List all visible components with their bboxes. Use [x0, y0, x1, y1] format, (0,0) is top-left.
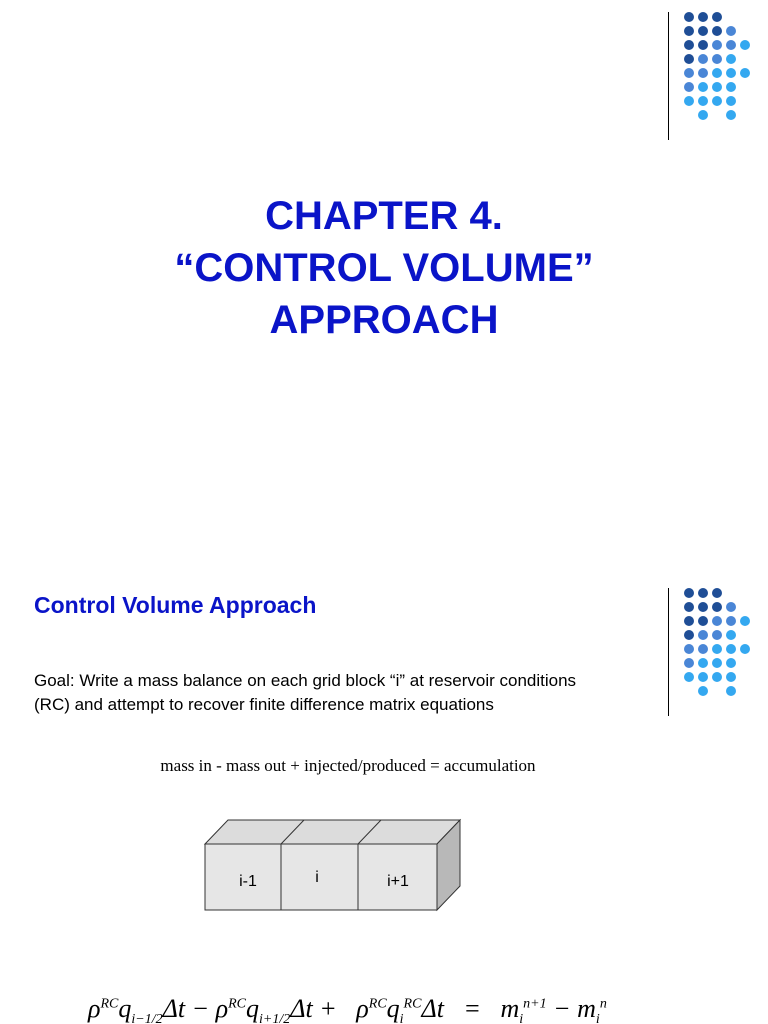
decorative-dot [684, 630, 694, 640]
grid-block-i [281, 844, 358, 910]
decorative-dot [712, 96, 722, 106]
decorative-dot [726, 96, 736, 106]
finite-difference-equation: $\rho^{RC}q_{i-1/2}\Delta t - \rho^{RC}q_{i+1/2}\Delta t + \rho^{RC}q_i^{RC}\Delta t = m_i^{n+1} - m_i^n$ [88, 994, 607, 1024]
decorative-dot [698, 54, 708, 64]
decorative-dot [684, 26, 694, 36]
decorative-dot [698, 672, 708, 682]
decorative-dot [684, 658, 694, 668]
decorative-dot [740, 616, 750, 626]
decorative-dot [726, 616, 736, 626]
decorative-dot [698, 26, 708, 36]
decorative-dot [698, 68, 708, 78]
decorative-dot [684, 40, 694, 50]
decorative-dot [712, 672, 722, 682]
decorative-dot [684, 588, 694, 598]
decorative-dot [698, 110, 708, 120]
decorative-dot [684, 68, 694, 78]
decorative-dot [684, 12, 694, 22]
decorative-dot [712, 658, 722, 668]
decorative-dot [740, 68, 750, 78]
goal-line: Goal: Write a mass balance on each grid block “i” at reservoir conditions [34, 671, 577, 690]
decorative-dot [712, 54, 722, 64]
decorative-dot [726, 110, 736, 120]
decorative-dot [712, 616, 722, 626]
decorative-dot [712, 68, 722, 78]
goal-line: (RC) and attempt to recover finite difference matrix equations [34, 695, 494, 714]
mass-balance-statement: mass in - mass out + injected/produced = accumulation [160, 756, 536, 775]
grid-block-top-face [205, 820, 460, 844]
decorative-dot [684, 96, 694, 106]
decorative-dot [726, 54, 736, 64]
divider-line [668, 12, 669, 140]
decorative-dot [698, 82, 708, 92]
decorative-dot [684, 82, 694, 92]
decorative-dot [726, 26, 736, 36]
decorative-dot [712, 644, 722, 654]
decorative-dot [698, 616, 708, 626]
decorative-dot [712, 26, 722, 36]
decorative-dot [726, 686, 736, 696]
decorative-dot [726, 658, 736, 668]
goal-text [34, 669, 674, 717]
decorative-dot [740, 40, 750, 50]
decorative-dot [726, 644, 736, 654]
decorative-dot [726, 40, 736, 50]
content-slide [0, 576, 768, 1024]
decorative-dot [684, 644, 694, 654]
decorative-dot [712, 588, 722, 598]
chapter-title-line: “CONTROL VOLUME” [174, 246, 594, 290]
decorative-dot [698, 40, 708, 50]
chapter-title [0, 190, 768, 346]
decorative-dot [712, 630, 722, 640]
decorative-dot [726, 672, 736, 682]
decorative-dot [698, 12, 708, 22]
decorative-dot [698, 658, 708, 668]
decorative-dot [712, 602, 722, 612]
decorative-dot [698, 588, 708, 598]
decorative-dot [684, 616, 694, 626]
grid-block-label: i [315, 869, 319, 886]
grid-block-label: i+1 [387, 873, 409, 890]
decorative-dot [726, 68, 736, 78]
decorative-dot [740, 644, 750, 654]
decorative-dot [684, 54, 694, 64]
grid-block-label: i-1 [239, 873, 257, 890]
chapter-title-line: APPROACH [269, 298, 499, 342]
decorative-dot [712, 12, 722, 22]
decorative-dot [726, 82, 736, 92]
decorative-dot [698, 686, 708, 696]
decorative-dot [726, 602, 736, 612]
decorative-dot [712, 40, 722, 50]
section-title: Control Volume Approach [34, 592, 317, 618]
decorative-dot [698, 96, 708, 106]
decorative-dot [698, 630, 708, 640]
decorative-dot [684, 602, 694, 612]
decorative-dot [698, 644, 708, 654]
decorative-dot [712, 82, 722, 92]
chapter-title-line: CHAPTER 4. [265, 194, 503, 238]
decorative-dot [698, 602, 708, 612]
decorative-dot [726, 630, 736, 640]
decorative-dot [684, 672, 694, 682]
grid-block-diagram [200, 814, 470, 914]
